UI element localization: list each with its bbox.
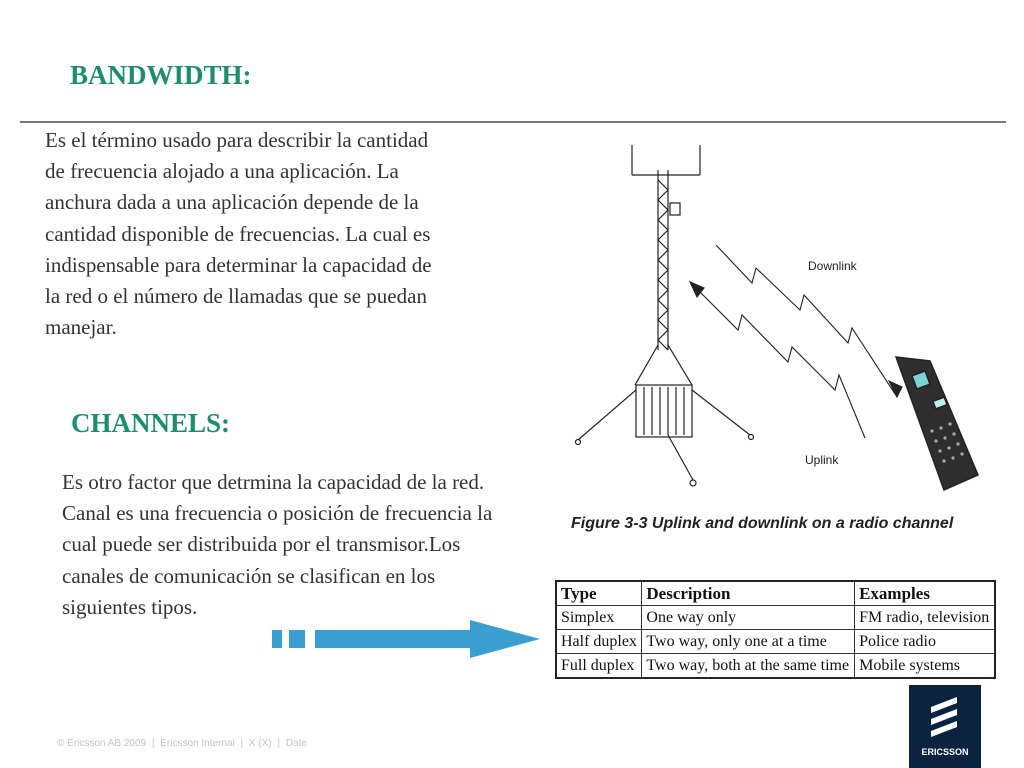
footer-separator: | (277, 738, 281, 749)
footer-classification: Ericsson Internal (160, 738, 235, 749)
column-header-description: Description (642, 581, 855, 606)
table-header-row (556, 581, 995, 606)
ericsson-logo (909, 685, 981, 768)
bandwidth-text: Es el término usado para describir la cantidad de frecuencia alojado a una aplicación. La anchura dada a una aplicación depende de la cantidad disponible de frecuencias. La cual es indispensable para determinar la capacidad de la red o el número de llamadas que se puedan manejar. (45, 128, 432, 340)
table-cell: One way only (642, 606, 855, 630)
table-cell: Full duplex (556, 654, 642, 679)
table-cell: Two way, only one at a time (642, 630, 855, 654)
table-cell: Half duplex (556, 630, 642, 654)
table-row (556, 630, 995, 654)
right-arrow-icon (270, 618, 545, 660)
channels-title: CHANNELS: (71, 408, 231, 438)
table-cell: Police radio (855, 630, 995, 654)
footer-date: Date (285, 738, 307, 749)
uplink-signal (690, 282, 865, 438)
downlink-label: Downlink (808, 259, 857, 273)
table-row (556, 606, 995, 630)
radio-link-illustration (560, 135, 1000, 500)
footer-copyright: © Ericsson AB 2009 (57, 738, 147, 749)
uplink-label: Uplink (805, 453, 839, 467)
column-header-examples: Examples (855, 581, 995, 606)
svg-text:ERICSSON: ERICSSON (921, 747, 969, 757)
table-cell: Two way, both at the same time (642, 654, 855, 679)
table-cell: Mobile systems (855, 654, 995, 679)
slide-footer (57, 738, 310, 749)
table-row (556, 654, 995, 679)
figure-caption: Figure 3-3 Uplink and downlink on a radio channel (571, 515, 954, 532)
footer-separator: | (240, 738, 244, 749)
table-cell: FM radio, television (855, 606, 995, 630)
bandwidth-title: BANDWIDTH: (70, 60, 252, 90)
channel-types-table (555, 580, 996, 679)
channels-text: Es otro factor que detrmina la capacidad de la red. Canal es una frecuencia o posición de frecuencia la cual puede ser distribuida por el transmisor.Los canales de comunicación se clasifican en los siguientes tipos. (62, 470, 493, 619)
mobile-phone-icon (896, 357, 978, 490)
title-divider (20, 121, 1006, 123)
column-header-type: Type (556, 581, 642, 606)
footer-revision: X (X) (248, 738, 272, 749)
tower-icon (576, 145, 754, 486)
footer-separator: | (151, 738, 155, 749)
table-cell: Simplex (556, 606, 642, 630)
